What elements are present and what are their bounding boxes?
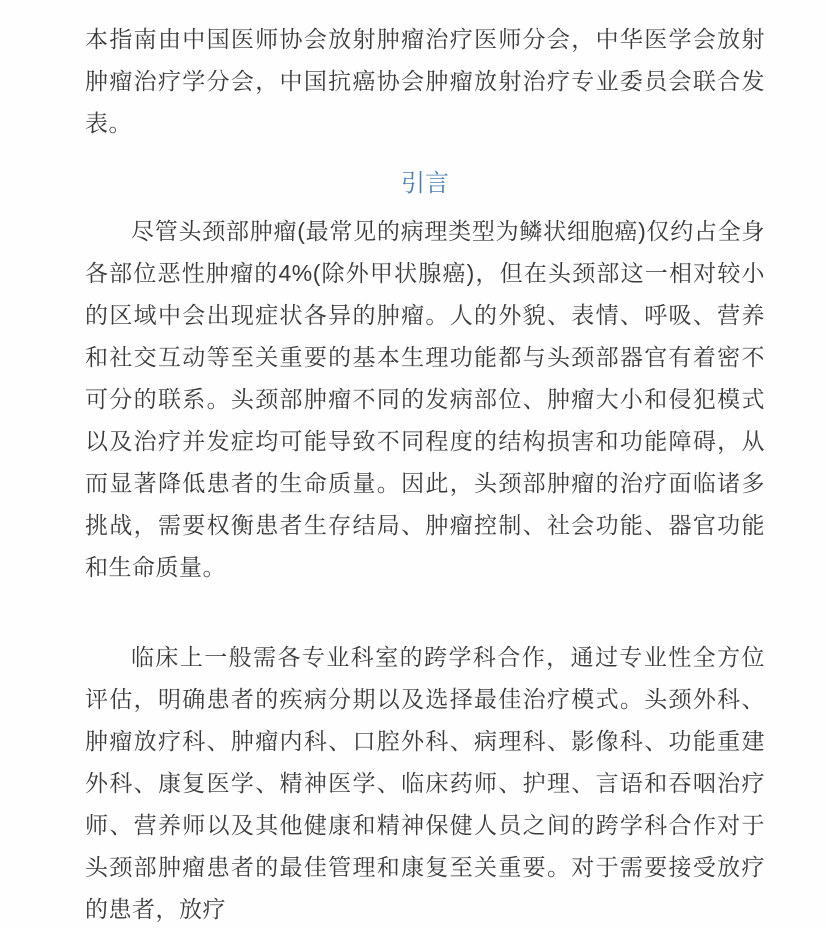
section-heading: 引言 [401,170,449,197]
paragraph-multidisciplinary: 临床上一般需各专业科室的跨学科合作，通过专业性全方位评估，明确患者的疾病分期以及选择最佳治疗模式。头颈外科、肿瘤放疗科、肿瘤内科、口腔外科、病理科、影像科、功能重建外科、康复医学、精神医学、临床药师、护理、言语和吞咽治疗师、营养师以及其他健康和精神保健人员之间的跨学科合作对于头颈部肿瘤患者的最佳管理和康复至关重要。对于需要接受放疗的患者，放疗 [85,644,765,922]
intro-paragraph: 本指南由中国医师协会放射肿瘤治疗医师分会，中华医学会放射肿瘤治疗学分会，中国抗癌协会肿瘤放射治疗专业委员会联合发表。 [85,26,765,136]
paragraph-overview: 尽管头颈部肿瘤(最常见的病理类型为鳞状细胞癌)仅约占全身各部位恶性肿瘤的4%(除外甲状腺癌)，但在头颈部这一相对较小的区域中会出现症状各异的肿瘤。人的外貌、表情、呼吸、营养和社交互动等至关重要的基本生理功能都与头颈部器官有着密不可分的联系。头颈部肿瘤不同的发病部位、肿瘤大小和侵犯模式以及治疗并发症均可能导致不同程度的结构损害和功能障碍，从而显著降低患者的生命质量。因此，头颈部肿瘤的治疗面临诸多挑战，需要权衡患者生存结局、肿瘤控制、社会功能、器官功能和生命质量。 [85,218,765,580]
